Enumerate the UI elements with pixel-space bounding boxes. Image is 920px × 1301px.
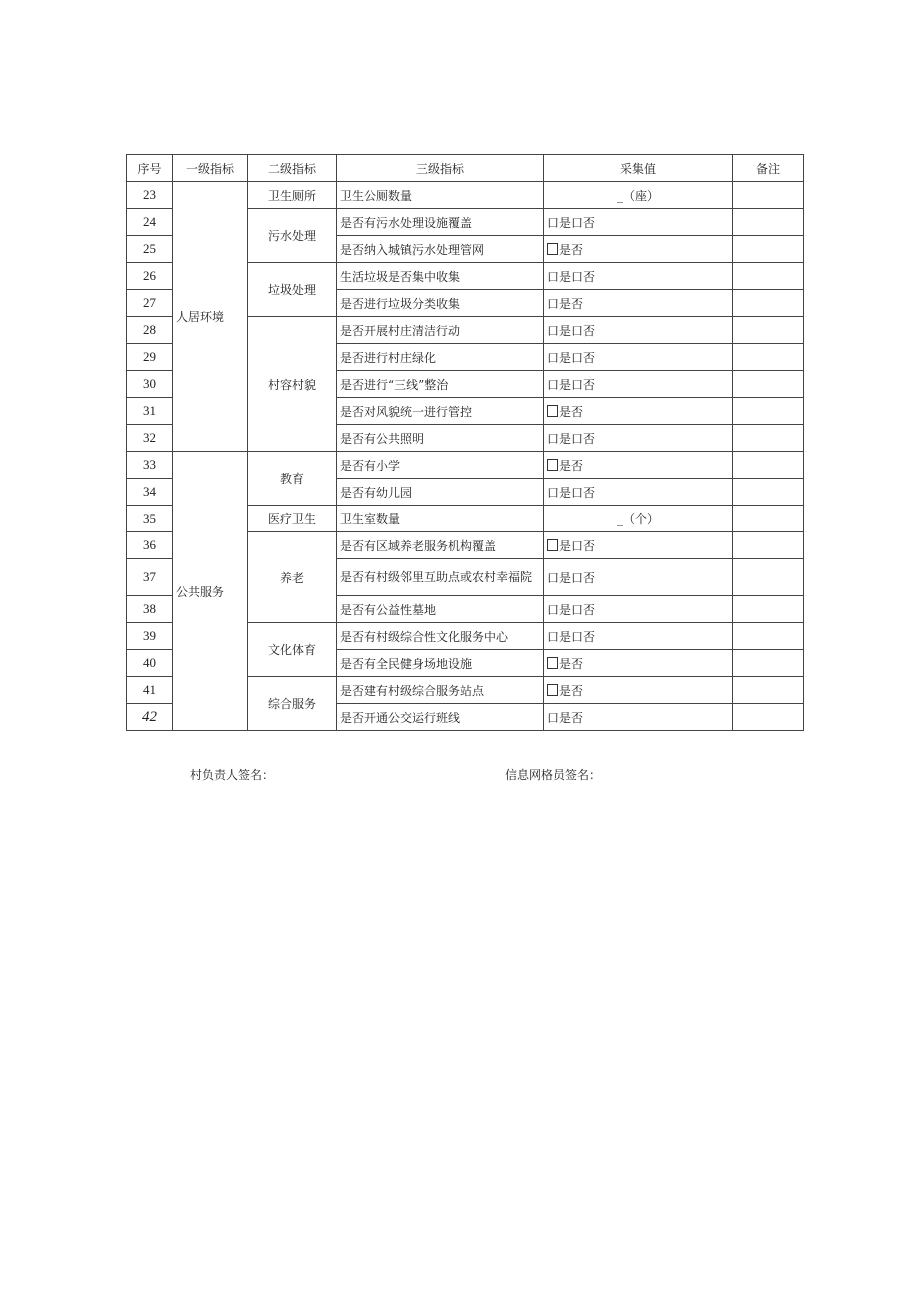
level3-cell: 是否建有村级综合服务站点 <box>337 677 544 704</box>
level3-cell: 生活垃圾是否集中收集 <box>337 263 544 290</box>
value-text: 是否 <box>559 242 584 257</box>
value-text: 口是否 <box>547 296 584 311</box>
level2-cell: 文化体育 <box>248 623 337 677</box>
level3-cell: 是否有全民健身场地设施 <box>337 650 544 677</box>
value-text: _（个） <box>616 512 659 526</box>
value-cell[interactable] <box>544 506 733 532</box>
level2-cell: 综合服务 <box>248 677 337 731</box>
row-number: 37 <box>127 559 173 596</box>
level3-cell: 是否有公共照明 <box>337 425 544 452</box>
note-cell[interactable] <box>733 371 804 398</box>
value-text: 口是口否 <box>547 431 596 446</box>
row-number: 38 <box>127 596 173 623</box>
level3-cell: 是否进行村庄绿化 <box>337 344 544 371</box>
value-cell[interactable] <box>544 398 733 425</box>
note-cell[interactable] <box>733 452 804 479</box>
row-number: 25 <box>127 236 173 263</box>
level3-cell: 是否进行垃圾分类收集 <box>337 290 544 317</box>
header-value: 采集值 <box>544 155 733 182</box>
note-cell[interactable] <box>733 209 804 236</box>
note-cell[interactable] <box>733 182 804 209</box>
header-level3: 三级指标 <box>337 155 544 182</box>
row-number: 23 <box>127 182 173 209</box>
level3-cell: 是否开通公交运行班线 <box>337 704 544 731</box>
value-text: _（座） <box>616 188 659 203</box>
value-cell[interactable] <box>544 263 733 290</box>
value-text: 口是口否 <box>547 485 596 500</box>
value-cell[interactable] <box>544 704 733 731</box>
row-number: 32 <box>127 425 173 452</box>
level3-cell: 卫生室数量 <box>337 506 544 532</box>
row-number: 36 <box>127 532 173 559</box>
note-cell[interactable] <box>733 623 804 650</box>
note-cell[interactable] <box>733 704 804 731</box>
value-cell[interactable] <box>544 596 733 623</box>
value-text: 口是否 <box>547 710 584 725</box>
value-cell[interactable] <box>544 425 733 452</box>
value-cell[interactable] <box>544 532 733 559</box>
row-number: 42 <box>127 704 173 731</box>
level3-cell: 是否对风貌统一进行管控 <box>337 398 544 425</box>
value-text: 是否 <box>559 404 584 419</box>
level3-cell: 是否有村级综合性文化服务中心 <box>337 623 544 650</box>
value-text: 口是口否 <box>547 377 596 392</box>
value-cell[interactable] <box>544 236 733 263</box>
value-cell[interactable] <box>544 182 733 209</box>
row-number: 30 <box>127 371 173 398</box>
table-row <box>127 182 804 209</box>
survey-table <box>126 154 804 731</box>
value-cell[interactable] <box>544 344 733 371</box>
level2-cell: 垃圾处理 <box>248 263 337 317</box>
grid-officer-signature: 信息网格员签名： <box>505 768 602 782</box>
note-cell[interactable] <box>733 290 804 317</box>
row-number: 28 <box>127 317 173 344</box>
level2-cell: 卫生厕所 <box>248 182 337 209</box>
row-number: 33 <box>127 452 173 479</box>
value-text: 是否 <box>559 458 584 473</box>
note-cell[interactable] <box>733 677 804 704</box>
value-text: 是否 <box>559 656 584 671</box>
value-cell[interactable] <box>544 559 733 596</box>
value-cell[interactable] <box>544 452 733 479</box>
value-text: 是否 <box>559 683 584 698</box>
note-cell[interactable] <box>733 559 804 596</box>
level3-cell: 是否进行“三线”整治 <box>337 371 544 398</box>
level3-cell: 卫生公厕数量 <box>337 182 544 209</box>
value-cell[interactable] <box>544 650 733 677</box>
header-num: 序号 <box>127 155 173 182</box>
value-text: 口是口否 <box>547 269 596 284</box>
value-text: 口是口否 <box>547 323 596 338</box>
row-number: 34 <box>127 479 173 506</box>
level1-cell: 人居环境 <box>173 182 248 452</box>
row-number: 29 <box>127 344 173 371</box>
header-level1: 一级指标 <box>173 155 248 182</box>
value-cell[interactable] <box>544 677 733 704</box>
note-cell[interactable] <box>733 317 804 344</box>
note-cell[interactable] <box>733 596 804 623</box>
value-text: 口是口否 <box>547 570 596 585</box>
value-cell[interactable] <box>544 317 733 344</box>
checkbox-yes[interactable] <box>547 539 558 551</box>
level2-cell: 医疗卫生 <box>248 506 337 532</box>
level2-cell: 教育 <box>248 452 337 506</box>
checkbox-yes[interactable] <box>547 405 558 417</box>
value-text: 口是口否 <box>547 215 596 230</box>
note-cell[interactable] <box>733 650 804 677</box>
note-cell[interactable] <box>733 236 804 263</box>
value-cell[interactable] <box>544 290 733 317</box>
level3-cell: 是否有村级邻里互助点或农村幸福院 <box>337 559 544 596</box>
level3-cell: 是否有公益性墓地 <box>337 596 544 623</box>
level3-cell: 是否有小学 <box>337 452 544 479</box>
value-cell[interactable] <box>544 209 733 236</box>
value-cell[interactable] <box>544 623 733 650</box>
row-number: 24 <box>127 209 173 236</box>
note-cell[interactable] <box>733 344 804 371</box>
level3-cell: 是否开展村庄清洁行动 <box>337 317 544 344</box>
row-number: 31 <box>127 398 173 425</box>
value-cell[interactable] <box>544 479 733 506</box>
level2-cell: 污水处理 <box>248 209 337 263</box>
note-cell[interactable] <box>733 263 804 290</box>
checkbox-yes[interactable] <box>547 684 558 696</box>
note-cell[interactable] <box>733 479 804 506</box>
checkbox-yes[interactable] <box>547 243 558 255</box>
value-cell[interactable] <box>544 371 733 398</box>
row-number: 40 <box>127 650 173 677</box>
row-number: 27 <box>127 290 173 317</box>
row-number: 41 <box>127 677 173 704</box>
header-row <box>127 155 804 182</box>
level2-cell: 养老 <box>248 532 337 623</box>
note-cell[interactable] <box>733 532 804 559</box>
level1-cell: 公共服务 <box>173 452 248 731</box>
level3-cell: 是否有污水处理设施覆盖 <box>337 209 544 236</box>
note-cell[interactable] <box>733 398 804 425</box>
checkbox-yes[interactable] <box>547 459 558 471</box>
row-number: 26 <box>127 263 173 290</box>
header-note: 备注 <box>733 155 804 182</box>
value-text: 口是口否 <box>547 629 596 644</box>
level2-cell: 村容村貌 <box>248 317 337 452</box>
checkbox-yes[interactable] <box>547 657 558 669</box>
village-head-signature: 村负责人签名： <box>190 768 275 782</box>
row-number: 35 <box>127 506 173 532</box>
row-number: 39 <box>127 623 173 650</box>
level3-cell: 是否纳入城镇污水处理管网 <box>337 236 544 263</box>
value-text: 是口否 <box>559 538 596 553</box>
note-cell[interactable] <box>733 506 804 532</box>
level3-cell: 是否有幼儿园 <box>337 479 544 506</box>
header-level2: 二级指标 <box>248 155 337 182</box>
value-text: 口是口否 <box>547 350 596 365</box>
table-row <box>127 452 804 479</box>
value-text: 口是口否 <box>547 602 596 617</box>
level3-cell: 是否有区域养老服务机构覆盖 <box>337 532 544 559</box>
note-cell[interactable] <box>733 425 804 452</box>
